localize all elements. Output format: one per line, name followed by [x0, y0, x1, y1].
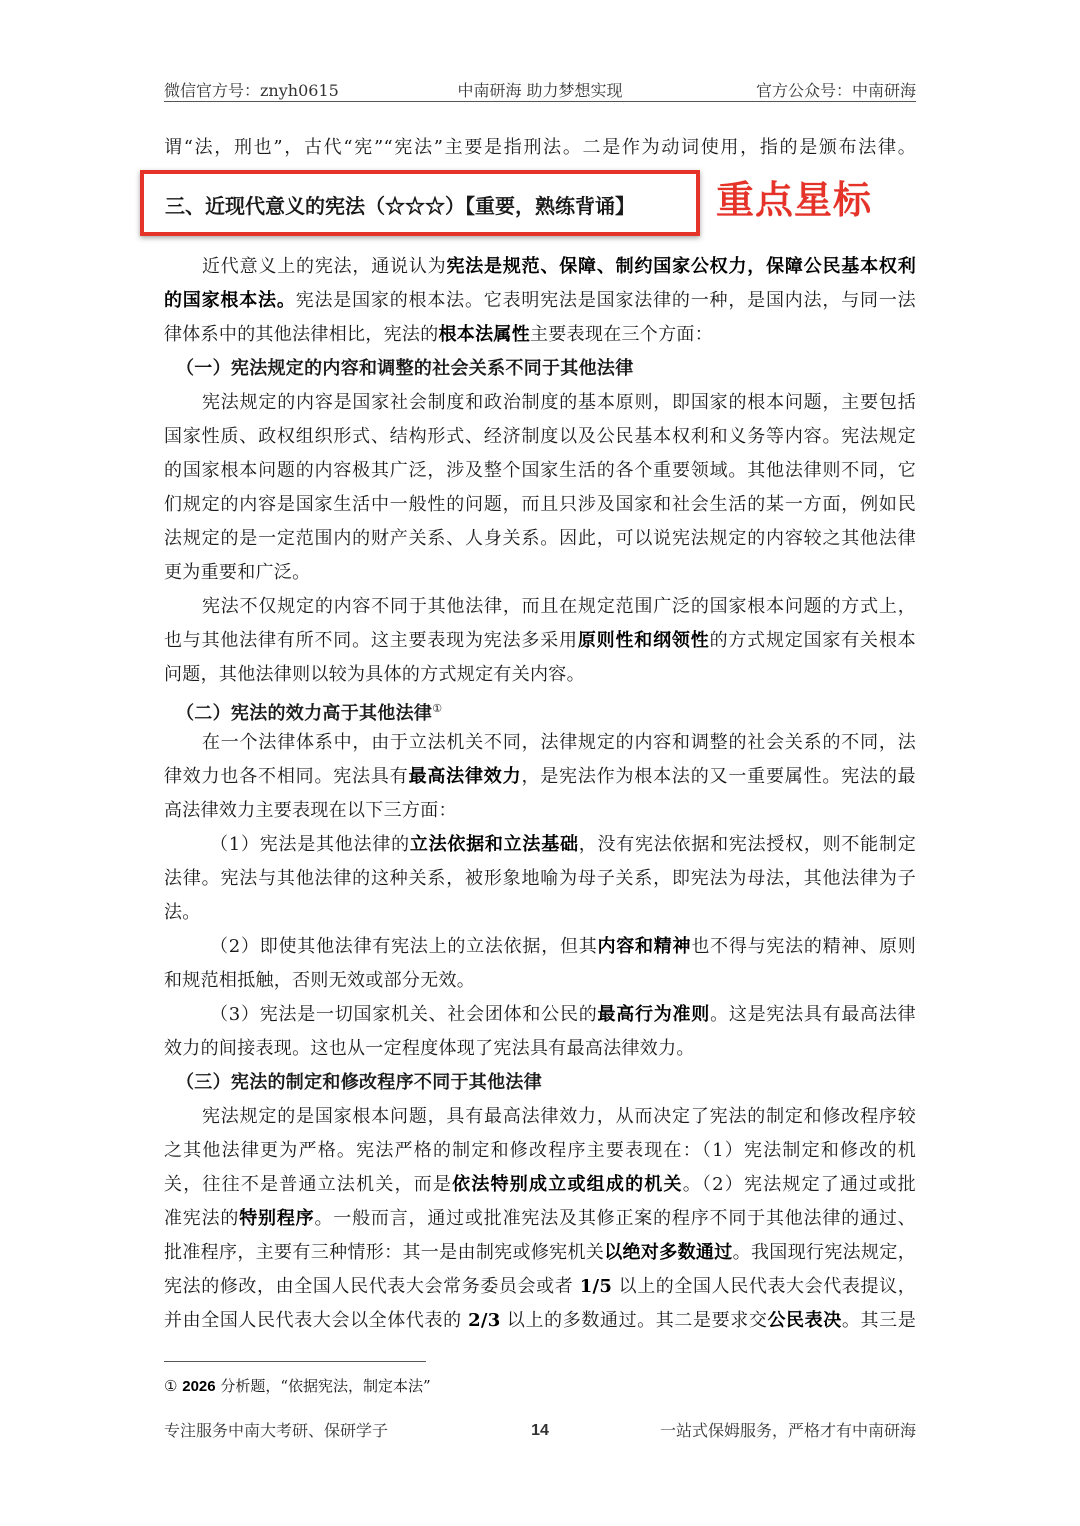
- intro-line: 谓“法，刑也”，古代“宪”“宪法”主要是指刑法。二是作为动词使用，指的是颁布法律。: [164, 137, 916, 158]
- list-item-3: （3）宪法是一切国家机关、社会团体和公民的最高行为准则。这是宪法具有最高法律: [210, 1004, 916, 1025]
- p3-line: 问题，其他法律则以较为具体的方式规定有关内容。: [164, 664, 585, 685]
- list-item-3-cont: 效力的间接表现。这也从一定程度体现了宪法具有最高法律效力。: [164, 1038, 695, 1059]
- p2-line: 法规定的是一定范围内的财产关系、人身关系。因此，可以说宪法规定的内容较之其他法律: [164, 528, 916, 549]
- p3-line: 宪法不仅规定的内容不同于其他法律，而且在规定范围广泛的国家根本问题的方式上，: [202, 596, 916, 617]
- section-title: 三、近现代意义的宪法（☆☆☆）【重要，熟练背诵】: [165, 194, 635, 218]
- header-center: 中南研海 助力梦想实现: [457, 81, 623, 100]
- footer-left: 专注服务中南大考研、保研学子: [164, 1421, 389, 1440]
- p2-line: 更为重要和广泛。: [164, 562, 311, 583]
- p1-line: 的国家根本法。宪法是国家的根本法。它表明宪法是国家法律的一种，是国内法，与同一法: [164, 290, 916, 311]
- subheading-3: （三）宪法的制定和修改程序不同于其他法律: [176, 1072, 542, 1093]
- page-number: 14: [531, 1422, 549, 1439]
- p2-line: 国家性质、政权组织形式、结构形式、经济制度以及公民基本权利和义务等内容。宪法规定: [164, 426, 916, 447]
- list-item-2-cont: 和规范相抵触，否则无效或部分无效。: [164, 970, 476, 991]
- p5-line: 宪法规定的是国家根本问题，具有最高法律效力，从而决定了宪法的制定和修改程序较: [202, 1106, 916, 1127]
- p5-line: 宪法的修改，由全国人民代表大会常务委员会或者 1/5 以上的全国人民代表大会代表提议，: [164, 1276, 916, 1297]
- subheading-1: （一）宪法规定的内容和调整的社会关系不同于其他法律: [176, 358, 634, 379]
- p5-line: 准宪法的特别程序。一般而言，通过或批准宪法及其修正案的程序不同于其他法律的通过、: [164, 1208, 916, 1229]
- list-item-1-cont: 法律。宪法与其他法律的这种关系，被形象地喻为母子关系，即宪法为母法，其他法律为子: [164, 868, 916, 889]
- p1-line: 近代意义上的宪法，通说认为宪法是规范、保障、制约国家公权力，保障公民基本权利: [202, 256, 916, 277]
- header-left: 微信官方号：znyh0615: [164, 81, 339, 100]
- footnote: ① 2026 分析题，“依据宪法，制定本法”: [164, 1377, 431, 1395]
- page-footer: [164, 1418, 916, 1442]
- footnote-divider: [164, 1361, 426, 1362]
- p4-line: 高法律效力主要表现在以下三方面：: [164, 800, 457, 821]
- p5-line: 关，往往不是普通立法机关，而是依法特别成立或组成的机关。（2）宪法规定了通过或批: [164, 1174, 916, 1195]
- list-item-1: （1）宪法是其他法律的立法依据和立法基础，没有宪法依据和宪法授权，则不能制定: [210, 834, 916, 855]
- list-item-2: （2）即使其他法律有宪法上的立法依据，但其内容和精神也不得与宪法的精神、原则: [210, 936, 916, 957]
- footer-right: 一站式保姆服务，严格才有中南研海: [659, 1421, 916, 1440]
- p4-line: 在一个法律体系中，由于立法机关不同，法律规定的内容和调整的社会关系的不同，法: [202, 732, 916, 753]
- header-divider: [164, 101, 916, 102]
- p5-line: 批准程序，主要有三种情形：其一是由制宪或修宪机关以绝对多数通过。我国现行宪法规定，: [164, 1242, 916, 1263]
- header-right: 官方公众号：中南研海: [755, 81, 916, 100]
- p3-line: 也与其他法律有所不同。这主要表现为宪法多采用原则性和纲领性的方式规定国家有关根本: [164, 630, 916, 651]
- p5-line: 并由全国人民代表大会以全体代表的 2/3 以上的多数通过。其二是要求交公民表决。其三是: [164, 1310, 916, 1331]
- p1-line: 律体系中的其他法律相比，宪法的根本法属性主要表现在三个方面：: [164, 324, 713, 345]
- p4-line: 律效力也各不相同。宪法具有最高法律效力，是宪法作为根本法的又一重要属性。宪法的最: [164, 766, 916, 787]
- footnote-ref: ①: [432, 702, 443, 715]
- p5-line: 之其他法律更为严格。宪法严格的制定和修改程序主要表现在：（1）宪法制定和修改的机: [164, 1140, 916, 1161]
- page-header: [164, 78, 916, 102]
- list-item-1-cont: 法。: [164, 902, 201, 923]
- p2-line: 的国家根本问题的内容极其广泛，涉及整个国家生活的各个重要领域。其他法律则不同，它: [164, 460, 916, 481]
- key-star-stamp: 重点星标: [716, 178, 873, 222]
- subheading-2: （二）宪法的效力高于其他法律①: [176, 702, 443, 724]
- p2-line: 们规定的内容是国家生活中一般性的问题，而且只涉及国家和社会生活的某一方面，例如民: [164, 494, 916, 515]
- p2-line: 宪法规定的内容是国家社会制度和政治制度的基本原则，即国家的根本问题，主要包括: [202, 392, 916, 413]
